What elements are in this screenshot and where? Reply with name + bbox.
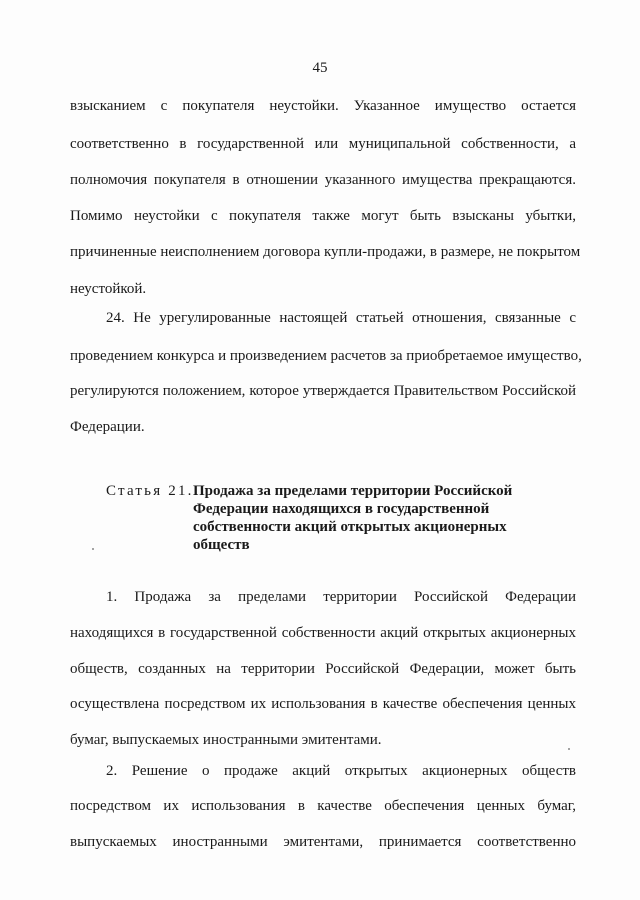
article-label: Статья 21. [106, 483, 194, 499]
clause-2-line: посредством их использования в качестве обеспечения ценных бумаг, [70, 798, 576, 814]
clause-2-line: выпускаемых иностранными эмитентами, принимается соответственно [70, 834, 576, 850]
scan-speck [92, 548, 94, 550]
article-title-line: собственности акций открытых акционерных [193, 519, 507, 535]
paragraph-line: взысканием с покупателя неустойки. Указанное имущество остается [70, 98, 576, 114]
paragraph-line: Помимо неустойки с покупателя также могут быть взысканы убытки, [70, 208, 576, 224]
paragraph-line: соответственно в государственной или муниципальной собственности, а [70, 136, 576, 152]
paragraph-line: неустойкой. [70, 281, 147, 297]
clause-1-line: осуществлена посредством их использования в качестве обеспечения ценных [70, 696, 576, 712]
article-title-line: обществ [193, 537, 250, 553]
paragraph-line: полномочия покупателя в отношении указанного имущества прекращаются. [70, 172, 576, 188]
clause-24-line: Федерации. [70, 419, 145, 435]
clause-1-line: обществ, созданных на территории Российской Федерации, может быть [70, 661, 576, 677]
clause-1-line: находящихся в государственной собственности акций открытых акционерных [70, 625, 576, 641]
page-number: 45 [312, 60, 328, 76]
clause-2-line: 2. Решение о продаже акций открытых акционерных обществ [106, 763, 576, 779]
clause-24-line: 24. Не урегулированные настоящей статьей отношения, связанные с [106, 310, 576, 326]
clause-1-line: бумаг, выпускаемых иностранными эмитентами. [70, 732, 382, 748]
paragraph-line: причиненные неисполнением договора купли-продажи, в размере, не покрытом [70, 244, 581, 260]
scan-speck [568, 748, 570, 750]
clause-1-line: 1. Продажа за пределами территории Российской Федерации [106, 589, 576, 605]
article-title-line: Продажа за пределами территории Российской [193, 483, 513, 499]
clause-24-line: проведением конкурса и произведением расчетов за приобретаемое имущество, [70, 348, 582, 364]
article-title [193, 482, 533, 554]
clause-24-line: регулируются положением, которое утверждается Правительством Российской [70, 383, 576, 399]
article-title-line: Федерации находящихся в государственной [193, 501, 490, 517]
